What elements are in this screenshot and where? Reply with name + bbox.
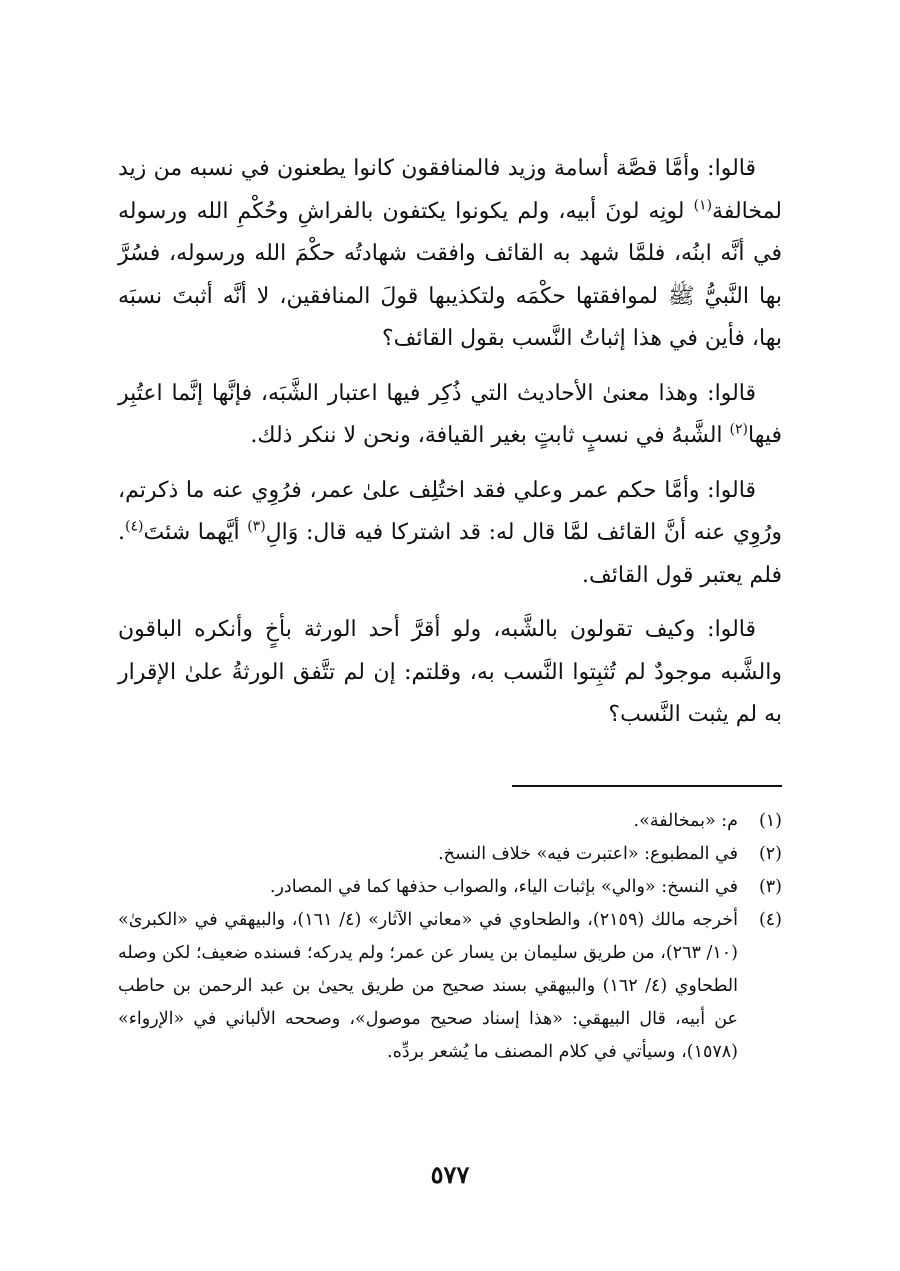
footnote-number: (١): [758, 810, 782, 831]
footnote-number: (٢): [758, 843, 782, 864]
footnote-text: م: «بمخالفة».: [633, 810, 738, 831]
footnote-number: (٤): [758, 909, 782, 930]
footnote-3: [118, 871, 782, 904]
footnote-4: [118, 904, 782, 1069]
main-text: [118, 148, 782, 737]
book-page: [118, 148, 782, 1271]
footnote-divider: [512, 785, 782, 787]
footnote-ref-4[interactable]: (٤): [125, 518, 144, 535]
footnote-1: [118, 805, 782, 838]
page-number: ٥٧٧: [430, 1160, 470, 1189]
paragraph-2: قالوا: وهذا معنىٰ الأحاديث التي ذُكِر فيها اعتبار الشَّبَه، فإنَّها إنَّما اعتُبِر فيها$^{(٢)}$ الشَّبهُ في نسبٍ ثابتٍ بغير القيافة، ونحن لا ننكر ذلك.: [118, 380, 782, 448]
footnote-ref-3[interactable]: (٣): [247, 518, 266, 535]
footnote-ref-1[interactable]: (١): [693, 197, 713, 214]
footnote-text: في المطبوع: «اعتبرت فيه» خلاف النسخ.: [438, 843, 738, 864]
footnote-ref-2[interactable]: (٢): [729, 421, 748, 438]
footnote-2: [118, 838, 782, 871]
paragraph-3: قالوا: وأمَّا حكم عمر وعلي فقد اختُلِف علىٰ عمر، فرُوِي عنه ما ذكرتم، ورُوِي عنه أنَّ القائف لمَّا قال له: قد اشتركا فيه قال: وَالِ$^{(٣)}$ أيَّهما شئتَ$^{(٤)}$. فلم يعتبر قول القائف.: [118, 477, 782, 588]
paragraph-1: قالوا: وأمَّا قصَّة أسامة وزيد فالمنافقون كانوا يطعنون في نسبه من زيد لمخالفة$^{(١)}$ لونِه لونَ أبيه، ولم يكونوا يكتفون بالفراشِ وحُكْمِ الله ورسوله في أنَّه ابنُه، فلمَّا شهد به القائف وافقت شهادتُه حكْمَ الله ورسوله، فسُرَّ بها النَّبيُّ ﷺ لموافقتها حكْمَه ولتكذيبها قولَ المنافقين، لا أنَّه أثبتَ نسبَه بها، فأين في هذا إثباتُ النَّسب بقول القائف؟: [118, 156, 782, 351]
footnote-text: في النسخ: «والي» بإثبات الياء، والصواب حذفها كما في المصادر.: [269, 876, 738, 897]
footnote-number: (٣): [758, 876, 782, 897]
footnotes: [118, 805, 782, 1069]
paragraph-4: قالوا: وكيف تقولون بالشَّبه، ولو أقرَّ أحد الورثة بأخٍ وأنكره الباقون والشَّبه موجودٌ لم تُثبِتوا النَّسب به، وقلتم: إن لم تتَّفق الورثةُ علىٰ الإقرار به لم يثبت النَّسب؟: [118, 617, 782, 727]
footnote-text: أخرجه مالك (٢١٥٩)، والطحاوي في «معاني الآثار» (٤/ ١٦١)، والبيهقي في «الكبرىٰ» (١٠/ ٢٦٣)، من طريق سليمان بن يسار عن عمر؛ ولم يدركه؛ فسنده ضعيف؛ لكن وصله الطحاوي (٤/ ١٦٢) والبيهقي بسند صحيح من طريق يحيىٰ بن عبد الرحمن بن حاطب عن أبيه، قال البيهقي: «هذا إسناد صحيح موصول»، وصححه الألباني في «الإرواء» (١٥٧٨)، وسيأتي في كلام المصنف ما يُشعر بردِّه.: [118, 909, 738, 1062]
